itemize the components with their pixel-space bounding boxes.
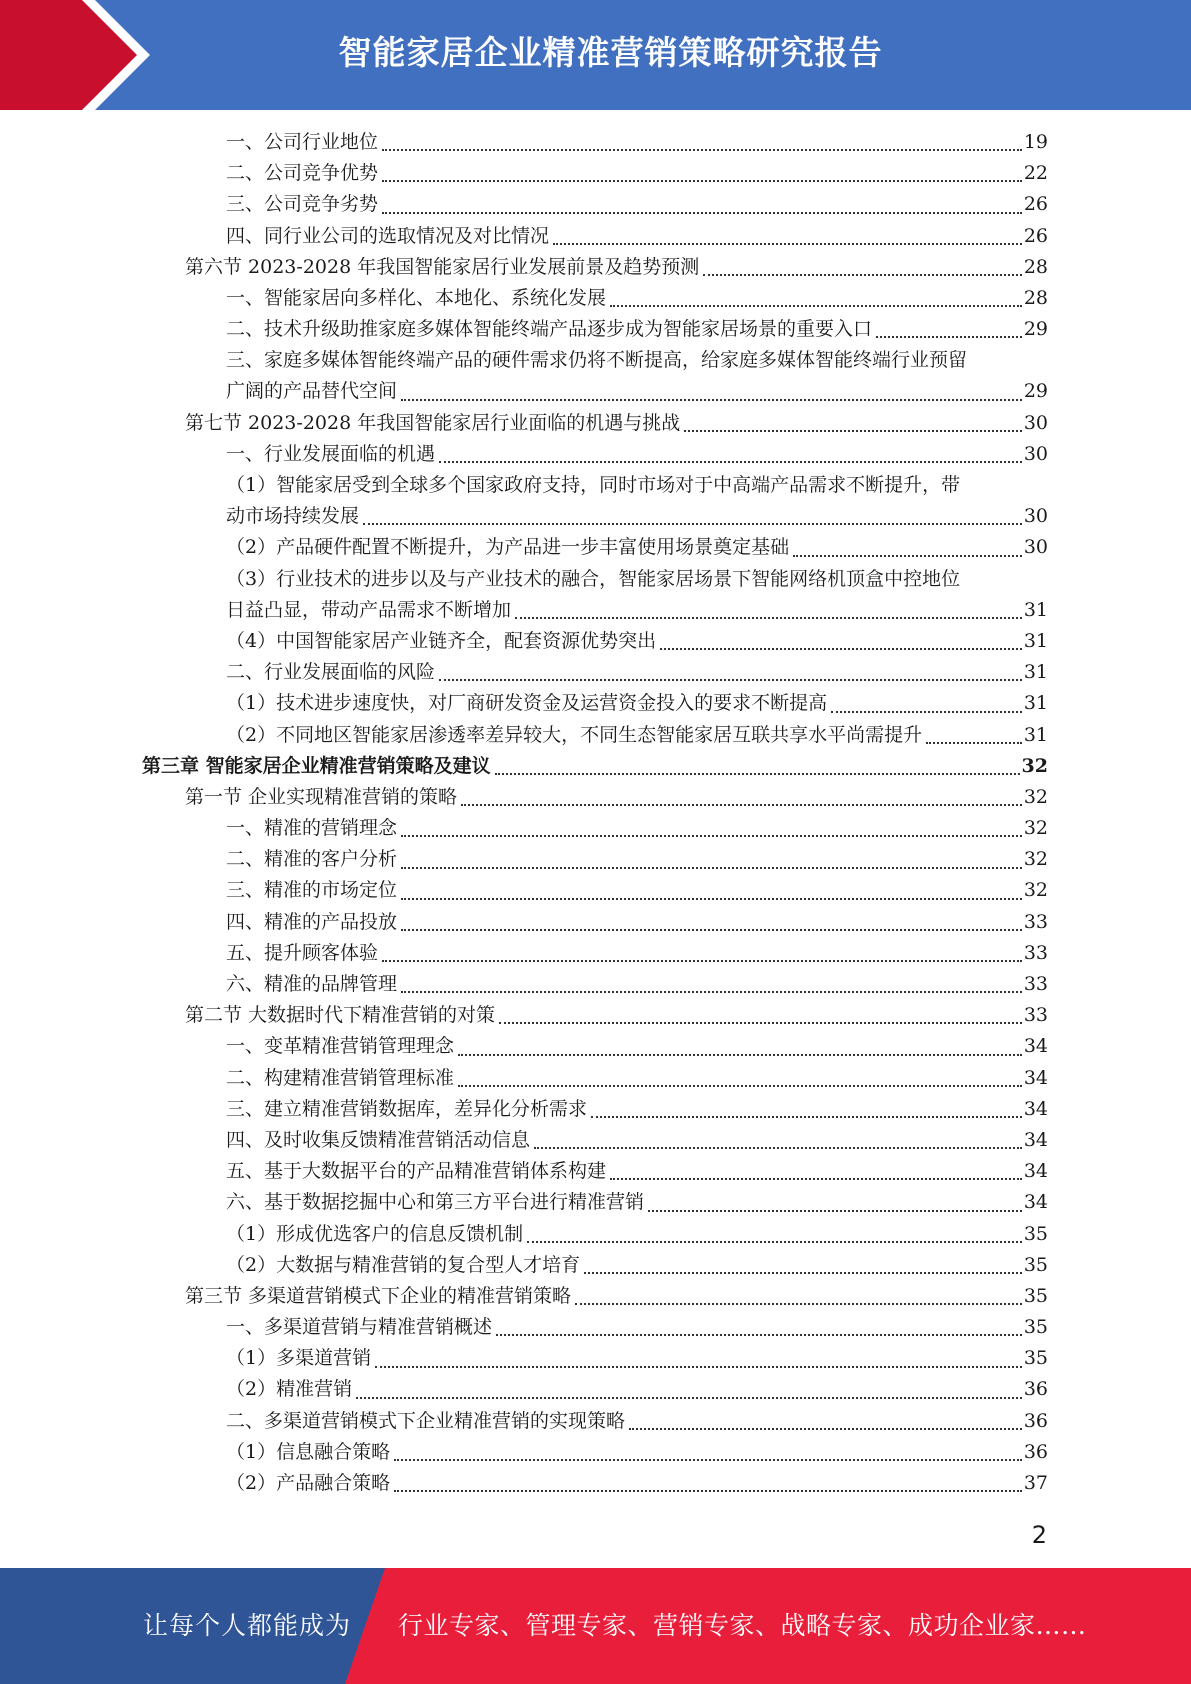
toc-entry-text: 第七节 2023-2028 年我国智能家居行业面临的机遇与挑战 [185, 411, 681, 434]
toc-entry-page: 22 [1023, 162, 1048, 185]
toc-entry[interactable] [226, 314, 1048, 345]
toc-section-entry[interactable] [185, 408, 1048, 439]
toc-entry-text: 二、构建精准营销管理标准 [226, 1066, 455, 1089]
toc-entry-page: 26 [1023, 193, 1048, 216]
toc-leader [793, 552, 1022, 557]
toc-entry-page: 34 [1023, 1066, 1048, 1089]
toc-entry-page: 34 [1023, 1035, 1048, 1058]
toc-entry-page: 34 [1023, 1128, 1048, 1151]
toc-entry-page: 32 [1023, 879, 1048, 902]
toc-leader [394, 1487, 1022, 1492]
toc-entry[interactable] [226, 626, 1048, 657]
toc-leader [610, 302, 1022, 307]
toc-entry-page: 35 [1023, 1316, 1048, 1339]
toc-entry-text: 四、精准的产品投放 [226, 910, 398, 933]
toc-entry-text: 一、多渠道营销与精准营销概述 [226, 1316, 493, 1339]
toc-entry-page: 36 [1023, 1378, 1048, 1401]
toc-leader [495, 770, 1020, 775]
toc-entry-page: 32 [1023, 785, 1048, 808]
toc-entry-text: 一、公司行业地位 [226, 130, 379, 153]
toc-entry-page: 36 [1023, 1440, 1048, 1463]
toc-entry-page: 29 [1023, 380, 1048, 403]
toc-leader [534, 1144, 1022, 1149]
toc-entry-text: 第二节 大数据时代下精准营销的对策 [185, 1004, 496, 1027]
toc-leader [831, 708, 1022, 713]
toc-entry[interactable] [226, 876, 1048, 907]
toc-entry-page: 32 [1023, 848, 1048, 871]
toc-entry-text: 五、基于大数据平台的产品精准营销体系构建 [226, 1160, 607, 1183]
toc-leader [648, 1207, 1022, 1212]
toc-section-entry[interactable] [185, 782, 1048, 813]
toc-entry[interactable] [226, 1031, 1048, 1062]
toc-entry[interactable] [226, 657, 1048, 688]
toc-entry-text: 一、智能家居向多样化、本地化、系统化发展 [226, 286, 607, 309]
toc-entry-text: 二、公司竞争优势 [226, 162, 379, 185]
toc-entry-text: （2）不同地区智能家居渗透率差异较大，不同生态智能家居互联共享水平尚需提升 [226, 723, 923, 746]
toc-entry-page: 34 [1023, 1097, 1048, 1120]
toc-entry-text: 第三节 多渠道营销模式下企业的精准营销策略 [185, 1284, 572, 1307]
toc-leader [527, 1238, 1022, 1243]
toc-leader [458, 1051, 1022, 1056]
toc-leader [382, 146, 1022, 151]
toc-entry-text-continued: 广阔的产品替代空间 [226, 380, 398, 403]
toc-entry[interactable] [226, 532, 1048, 563]
toc-entry-page: 30 [1023, 411, 1048, 434]
toc-entry-page: 33 [1023, 941, 1048, 964]
toc-entry-text-continued: 动市场持续发展 [226, 505, 360, 528]
toc-entry[interactable] [226, 1375, 1048, 1406]
toc-entry[interactable] [226, 221, 1048, 252]
toc-entry-page: 37 [1023, 1472, 1048, 1495]
toc-entry-text: 五、提升顾客体验 [226, 941, 379, 964]
toc-entry-text: 三、家庭多媒体智能终端产品的硬件需求仍将不断提高，给家庭多媒体智能终端行业预留 [226, 349, 968, 372]
toc-entry-text: 第三章 智能家居企业精准营销策略及建议 [142, 754, 491, 777]
toc-entry-page: 36 [1023, 1409, 1048, 1432]
page-number: 2 [1031, 1521, 1047, 1549]
toc-entry[interactable] [226, 1468, 1048, 1499]
toc-entry-text: （1）技术进步速度快，对厂商研发资金及运营资金投入的要求不断提高 [226, 692, 828, 715]
toc-entry[interactable] [226, 1437, 1048, 1468]
toc-entry[interactable] [226, 720, 1048, 751]
toc-entry-text: 一、行业发展面临的机遇 [226, 442, 436, 465]
toc-entry-page: 30 [1023, 442, 1048, 465]
toc-entry-text: （1）智能家居受到全球多个国家政府支持，同时市场对于中高端产品需求不断提升，带 [226, 474, 961, 497]
toc-entry-text: 第六节 2023-2028 年我国智能家居行业发展前景及趋势预测 [185, 255, 700, 278]
toc-entry[interactable] [226, 907, 1048, 938]
report-title: 智能家居企业精准营销策略研究报告 [338, 33, 883, 72]
toc-entry[interactable] [226, 189, 1048, 220]
toc-entry[interactable] [226, 283, 1048, 314]
toc-section-entry[interactable] [185, 1000, 1048, 1031]
toc-entry-text: （2）产品融合策略 [226, 1472, 391, 1495]
toc-entry-page: 19 [1023, 130, 1048, 153]
toc-entry-page: 35 [1023, 1253, 1048, 1276]
toc-entry-text: （1）信息融合策略 [226, 1440, 391, 1463]
toc-leader [591, 1113, 1022, 1118]
toc-section-entry[interactable] [185, 252, 1048, 283]
toc-entry-page: 31 [1023, 692, 1048, 715]
toc-entry-page: 26 [1023, 224, 1048, 247]
toc-entry-page: 31 [1023, 661, 1048, 684]
toc-leader [382, 209, 1022, 214]
toc-entry-page: 30 [1023, 536, 1048, 559]
toc-leader [394, 1456, 1022, 1461]
toc-entry-text: 三、建立精准营销数据库，差异化分析需求 [226, 1097, 588, 1120]
toc-entry[interactable] [226, 1156, 1048, 1187]
toc-leader [375, 1363, 1022, 1368]
toc-leader [382, 177, 1022, 182]
toc-leader [439, 676, 1022, 681]
toc-entry-text: 二、行业发展面临的风险 [226, 661, 436, 684]
toc-entry-text: 六、基于数据挖掘中心和第三方平台进行精准营销 [226, 1191, 645, 1214]
toc-entry-text: （2）大数据与精准营销的复合型人才培育 [226, 1253, 581, 1276]
page-footer [0, 1568, 1191, 1684]
toc-entry-text: 六、精准的品牌管理 [226, 973, 398, 996]
toc-leader [439, 458, 1022, 463]
toc-chapter-entry[interactable] [142, 751, 1048, 782]
toc-entry[interactable] [226, 1406, 1048, 1437]
toc-entry-text-continued: 日益凸显，带动产品需求不断增加 [226, 598, 512, 621]
page-header [0, 0, 1191, 110]
toc-entry[interactable] [226, 938, 1048, 969]
toc-leader [660, 645, 1022, 650]
toc-leader [401, 396, 1022, 401]
toc-leader [703, 271, 1022, 276]
toc-entry-page: 33 [1023, 1004, 1048, 1027]
toc-entry[interactable] [226, 564, 1048, 626]
toc-entry-page: 30 [1023, 505, 1048, 528]
toc-leader [401, 832, 1022, 837]
toc-leader [499, 1019, 1022, 1024]
toc-entry-text: 三、公司竞争劣势 [226, 193, 379, 216]
toc-leader [401, 988, 1022, 993]
toc-entry-page: 31 [1023, 723, 1048, 746]
toc-leader [610, 1175, 1022, 1180]
toc-entry-text: 四、及时收集反馈精准营销活动信息 [226, 1128, 531, 1151]
toc-leader [461, 801, 1022, 806]
toc-leader [515, 614, 1022, 619]
toc-entry-text: 二、技术升级助推家庭多媒体智能终端产品逐步成为智能家居场景的重要入口 [226, 318, 873, 341]
toc-entry-text: （4）中国智能家居产业链齐全，配套资源优势突出 [226, 629, 657, 652]
toc-leader [363, 520, 1022, 525]
toc-leader [382, 957, 1022, 962]
toc-entry-text: 二、多渠道营销模式下企业精准营销的实现策略 [226, 1409, 626, 1432]
toc-leader [401, 926, 1022, 931]
toc-entry-page: 33 [1023, 910, 1048, 933]
toc-entry-page: 35 [1023, 1347, 1048, 1370]
toc-entry-page: 32 [1021, 754, 1048, 777]
toc-entry[interactable] [226, 1125, 1048, 1156]
toc-entry[interactable] [226, 127, 1048, 158]
toc-entry-text: 三、精准的市场定位 [226, 879, 398, 902]
toc-leader [553, 240, 1022, 245]
toc-entry[interactable] [226, 969, 1048, 1000]
toc-entry[interactable] [226, 1063, 1048, 1094]
toc-entry[interactable] [226, 345, 1048, 407]
toc-entry-page: 28 [1023, 255, 1048, 278]
toc-entry-text: （3）行业技术的进步以及与产业技术的融合，智能家居场景下智能网络机顶盒中控地位 [226, 567, 961, 590]
toc-entry[interactable] [226, 1094, 1048, 1125]
toc-entry-page: 35 [1023, 1222, 1048, 1245]
toc-entry-page: 31 [1023, 629, 1048, 652]
toc-entry[interactable] [226, 439, 1048, 470]
toc-entry-text: （2）精准营销 [226, 1378, 353, 1401]
toc-leader [496, 1331, 1022, 1336]
toc-entry[interactable] [226, 1250, 1048, 1281]
toc-entry-page: 34 [1023, 1160, 1048, 1183]
toc-leader [584, 1269, 1022, 1274]
toc-entry-page: 33 [1023, 973, 1048, 996]
toc-entry[interactable] [226, 688, 1048, 719]
footer-slogan-left: 让每个人都能成为 [143, 1611, 352, 1640]
toc-entry-page: 29 [1023, 318, 1048, 341]
toc-leader [401, 864, 1022, 869]
toc-entry-page: 28 [1023, 286, 1048, 309]
toc-entry-page: 35 [1023, 1284, 1048, 1307]
toc-leader [926, 739, 1022, 744]
toc-entry[interactable] [226, 1219, 1048, 1250]
toc-entry[interactable] [226, 1187, 1048, 1218]
toc-entry[interactable] [226, 844, 1048, 875]
toc-section-entry[interactable] [185, 1281, 1048, 1312]
toc-entry-page: 32 [1023, 817, 1048, 840]
toc-leader [458, 1082, 1022, 1087]
toc-entry[interactable] [226, 1343, 1048, 1374]
toc-leader [629, 1425, 1022, 1430]
toc-entry[interactable] [226, 470, 1048, 532]
toc-entry[interactable] [226, 158, 1048, 189]
toc-entry[interactable] [226, 813, 1048, 844]
footer-slogan-right: 行业专家、管理专家、营销专家、战略专家、成功企业家…… [398, 1611, 1087, 1640]
toc-entry-page: 31 [1023, 598, 1048, 621]
toc-entry-text: 二、精准的客户分析 [226, 848, 398, 871]
toc-entry-text: （2）产品硬件配置不断提升，为产品进一步丰富使用场景奠定基础 [226, 536, 790, 559]
toc-entry-text: （1）形成优选客户的信息反馈机制 [226, 1222, 524, 1245]
toc-leader [356, 1394, 1022, 1399]
toc-leader [684, 427, 1022, 432]
toc-entry-page: 34 [1023, 1191, 1048, 1214]
table-of-contents [0, 127, 1191, 1499]
toc-entry-text: 一、变革精准营销管理理念 [226, 1035, 455, 1058]
toc-entry-text: （1）多渠道营销 [226, 1347, 372, 1370]
toc-entry-text: 四、同行业公司的选取情况及对比情况 [226, 224, 550, 247]
header-arrow-decoration [0, 0, 160, 110]
toc-leader [401, 895, 1022, 900]
toc-leader [876, 333, 1022, 338]
toc-entry-text: 第一节 企业实现精准营销的策略 [185, 785, 458, 808]
toc-leader [575, 1300, 1022, 1305]
toc-entry-text: 一、精准的营销理念 [226, 817, 398, 840]
toc-entry[interactable] [226, 1312, 1048, 1343]
